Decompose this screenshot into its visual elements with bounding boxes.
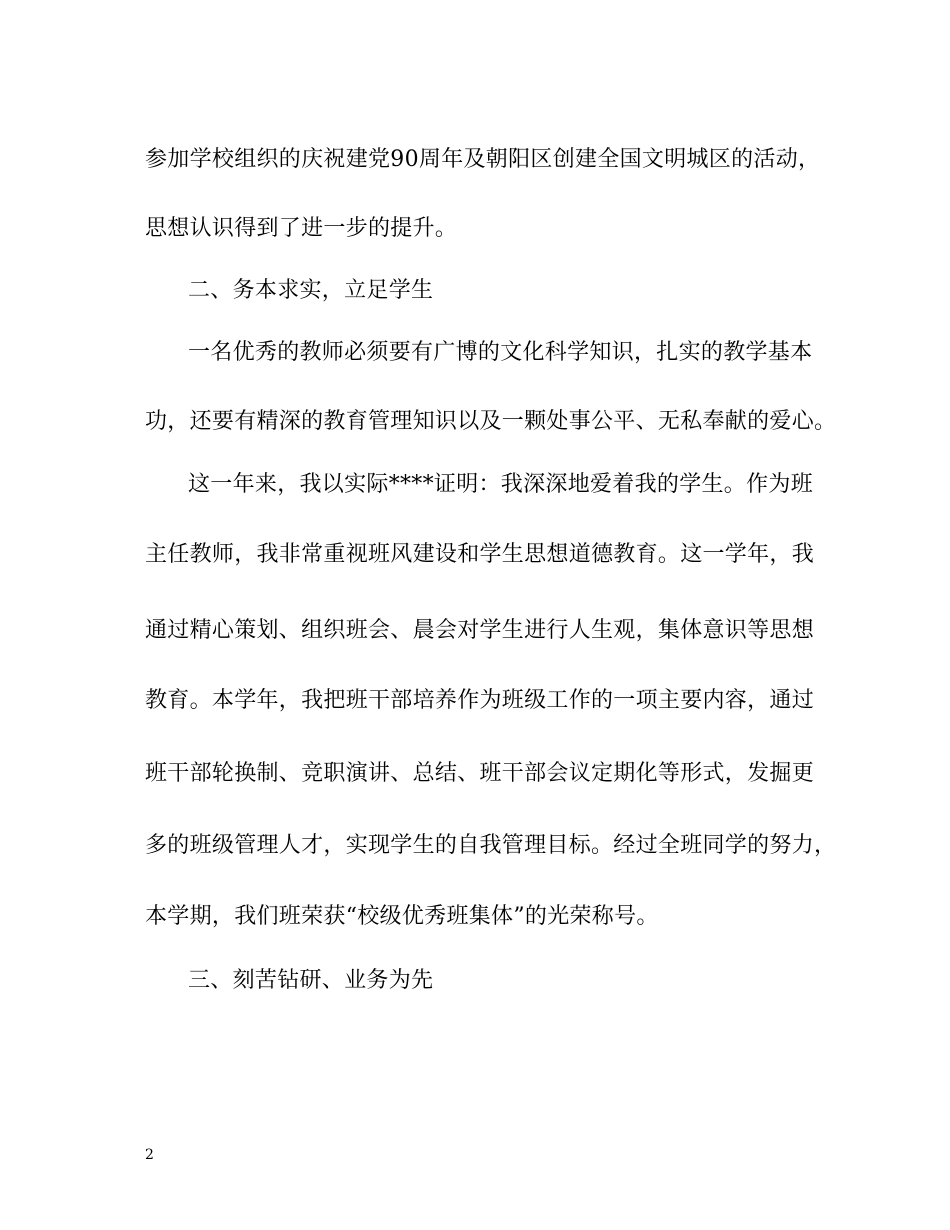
text-line-12: 本学期，我们班荣获“校级优秀班集体”的光荣称号。 xyxy=(145,904,659,929)
section-heading-3: 三、刻苦钻研、业务为先 xyxy=(188,968,434,993)
text-line-7: 主任教师，我非常重视班风建设和学生思想道德教育。这一学年，我 xyxy=(145,542,815,567)
text-line-6: 这一年来，我以实际****证明：我深深地爱着我的学生。作为班 xyxy=(188,472,814,497)
page-number: 2 xyxy=(145,1147,154,1163)
text-line-10: 班干部轮换制、竞职演讲、总结、班干部会议定期化等形式，发掘更 xyxy=(145,761,815,786)
section-heading-2: 二、务本求实，立足学生 xyxy=(188,278,434,303)
text-line-8: 通过精心策划、组织班会、晨会对学生进行人生观，集体意识等思想 xyxy=(145,618,815,643)
text-line-4: 一名优秀的教师必须要有广博的文化科学知识，扎实的教学基本 xyxy=(188,340,813,365)
text-line-11: 多的班级管理人才，实现学生的自我管理目标。经过全班同学的努力， xyxy=(145,833,837,858)
text-line-1: 参加学校组织的庆祝建党90周年及朝阳区创建全国文明城区的活动， xyxy=(145,147,821,172)
text-line-9: 教育。本学年，我把班干部培养作为班级工作的一项主要内容，通过 xyxy=(145,688,815,713)
text-line-2: 思想认识得到了进一步的提升。 xyxy=(145,216,458,241)
text-line-5: 功，还要有精深的教育管理知识以及一颗处事公平、无私奉献的爱心。 xyxy=(145,409,837,434)
